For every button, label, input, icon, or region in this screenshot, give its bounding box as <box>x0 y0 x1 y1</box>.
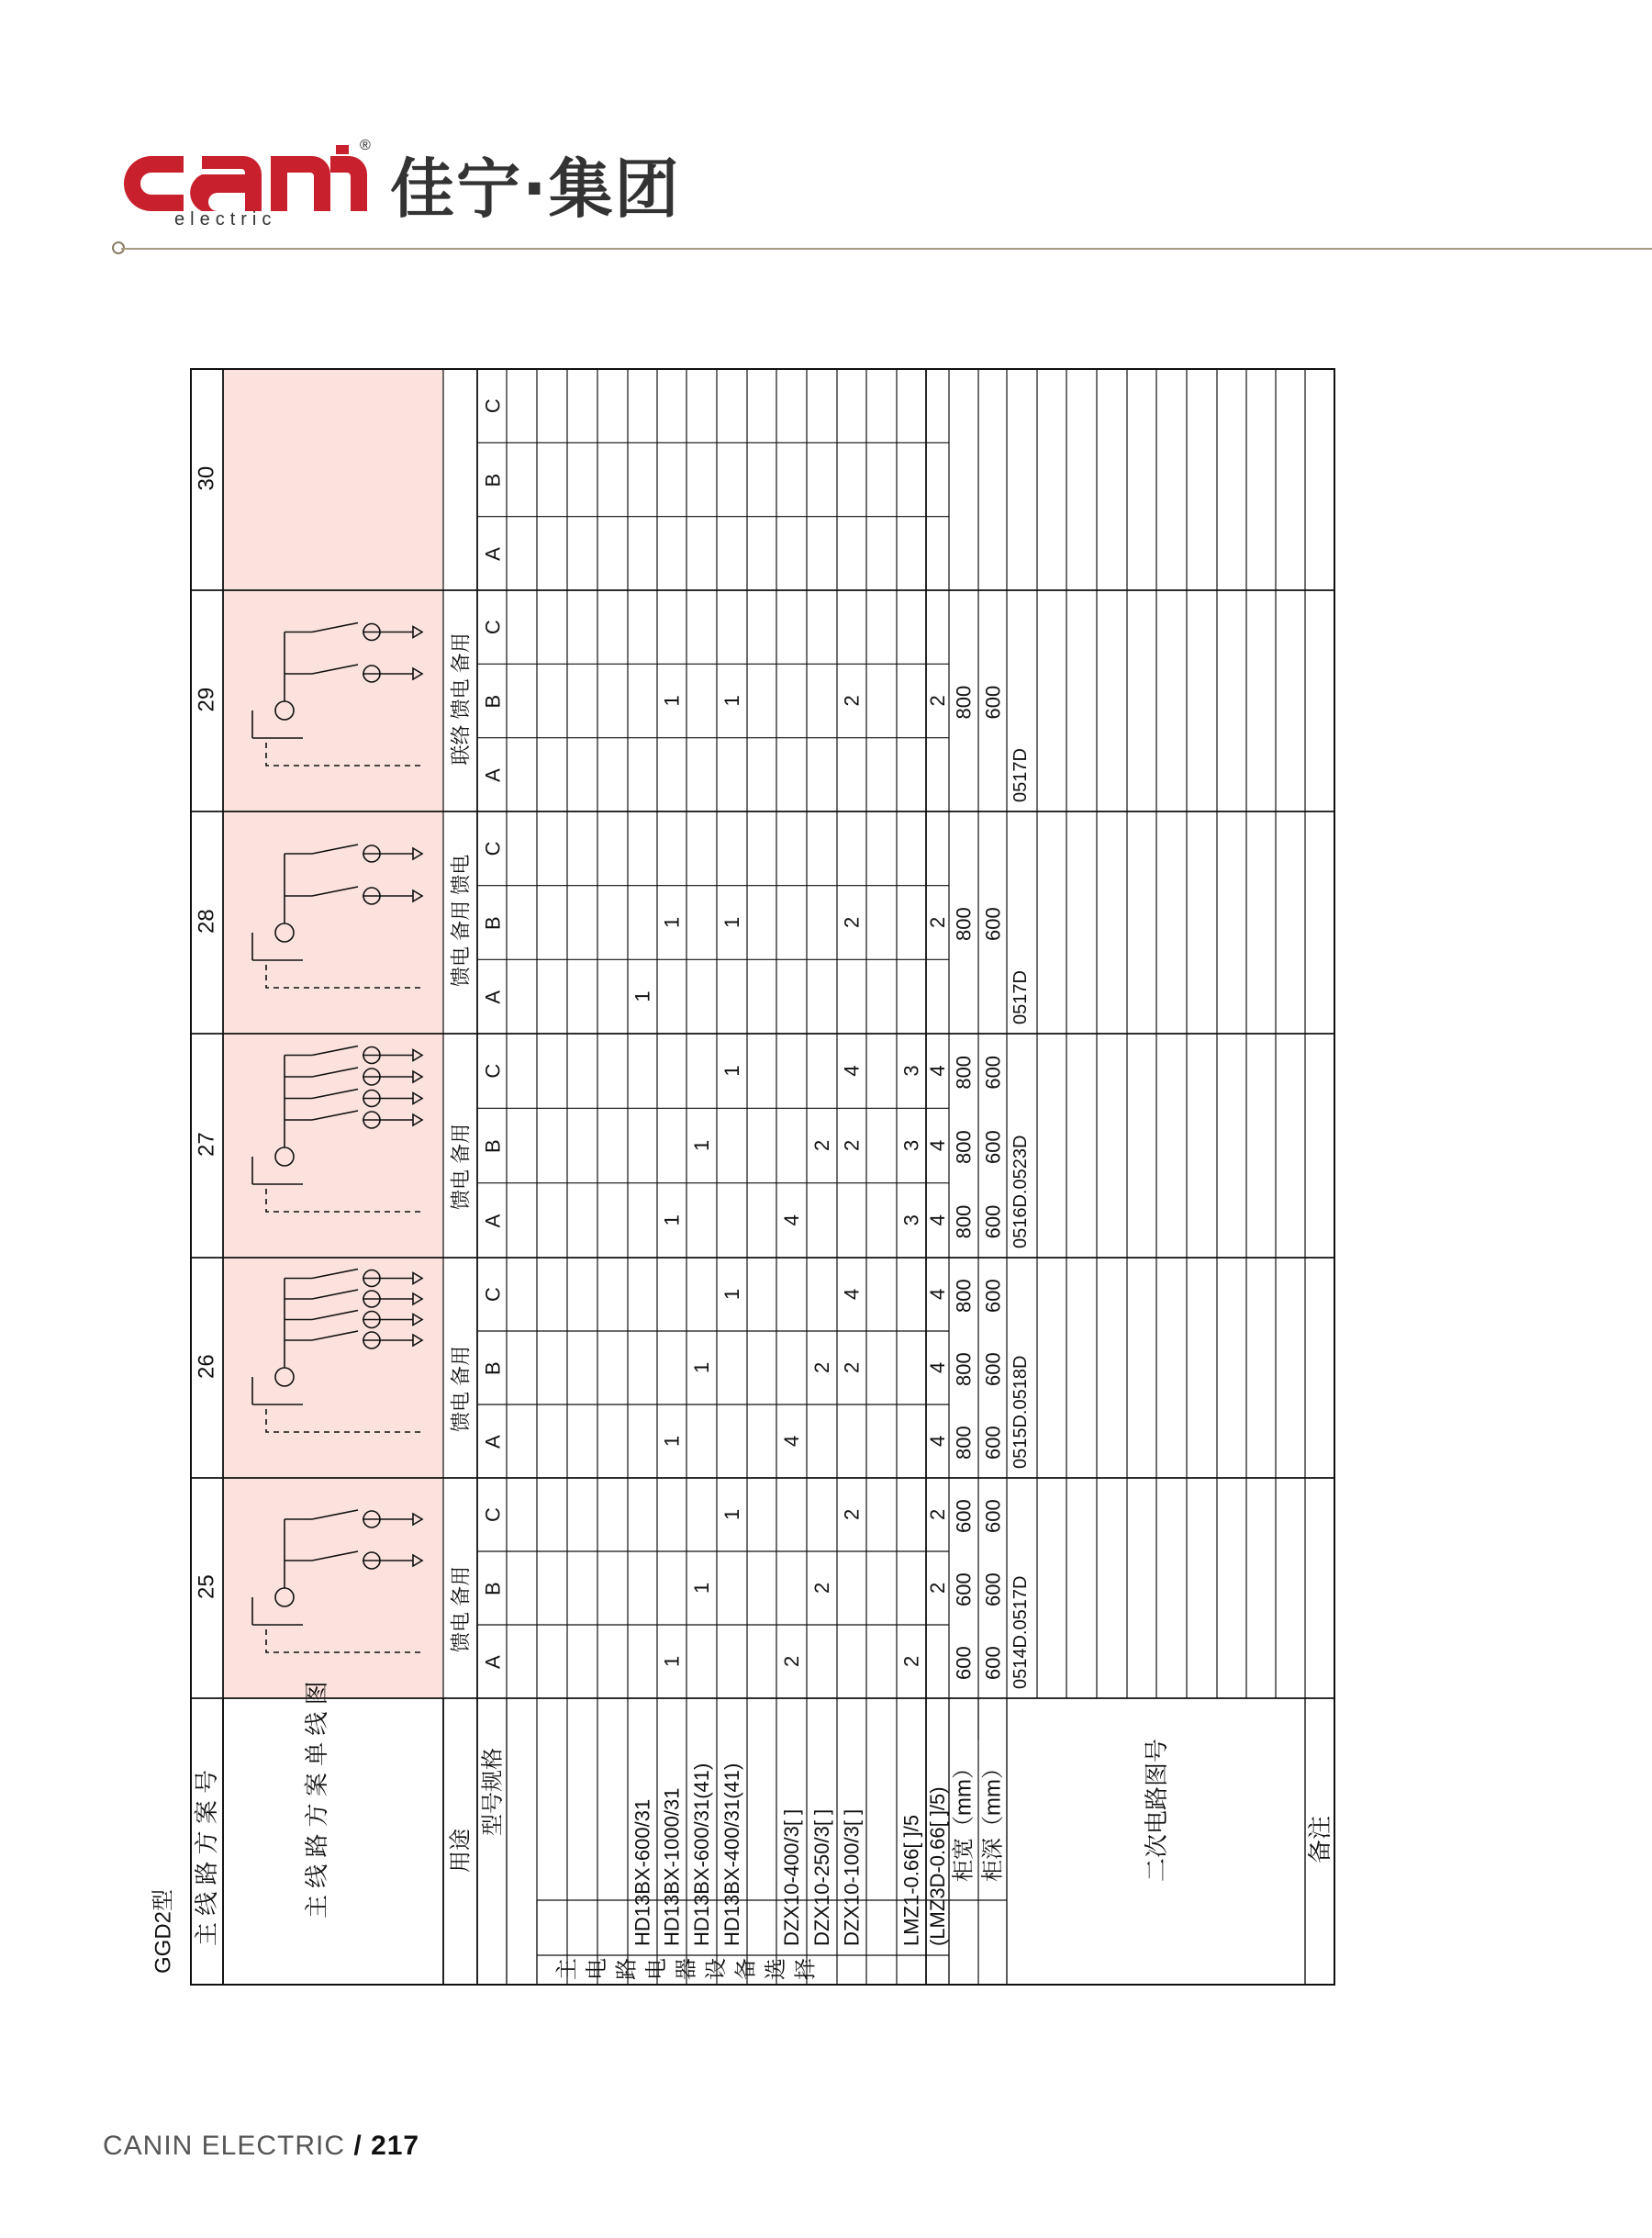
cabinet-width-value: 800 <box>952 1426 976 1460</box>
equipment-count: 4 <box>926 1288 949 1300</box>
scheme-number-27: 27 <box>194 1132 219 1157</box>
cabinet-width-value: 800 <box>952 907 976 941</box>
equipment-count: 2 <box>840 1139 864 1151</box>
cabinet-width-value: 600 <box>952 1572 976 1606</box>
abc-header: B <box>481 1139 505 1153</box>
equipment-count: 4 <box>926 1435 949 1447</box>
equipment-count: 1 <box>720 1288 743 1300</box>
spec-row-label: DZX10-400/3[ ] <box>780 1808 803 1946</box>
cabinet-width-value: 800 <box>952 1279 976 1313</box>
secondary-circuit-label: 二次电路图号 <box>1143 1738 1170 1882</box>
abc-header: B <box>481 1361 505 1375</box>
scheme-use-25: 馈电 备用 <box>449 1565 473 1652</box>
equipment-count: 2 <box>810 1582 833 1594</box>
equipment-count: 4 <box>926 1139 949 1151</box>
diagram-cell-30 <box>223 369 443 590</box>
side-label-char: 电 <box>585 1958 609 1980</box>
side-label-char: 电 <box>644 1958 669 1980</box>
equipment-count: 1 <box>660 916 684 928</box>
equipment-count: 4 <box>926 1065 949 1077</box>
cabinet-depth-value: 600 <box>981 685 1005 720</box>
cabinet-width-value: 800 <box>952 1204 976 1239</box>
diagram-cell-28 <box>223 811 443 1034</box>
equipment-count: 1 <box>660 1435 684 1447</box>
scheme-use-26: 馈电 备用 <box>449 1345 473 1432</box>
side-label-char: 设 <box>704 1958 729 1980</box>
abc-header: C <box>481 841 505 856</box>
equipment-count: 1 <box>720 695 743 707</box>
cabinet-depth-value: 600 <box>981 1572 1005 1606</box>
logo-subtitle: electric <box>174 209 277 229</box>
equipment-count: 2 <box>810 1361 833 1373</box>
cabinet-width-value: 600 <box>952 1499 976 1533</box>
spec-row-label: HD13BX-400/31(41) <box>720 1762 743 1946</box>
single-line-diagram-header: 主 线 路 方 案 单 线 图 <box>303 1681 330 1919</box>
cabinet-depth-value: 600 <box>981 1204 1005 1239</box>
diagram-cell-25 <box>223 1478 443 1698</box>
equipment-count: 2 <box>780 1655 803 1667</box>
side-label-char: 器 <box>674 1958 699 1980</box>
spec-row-label: HD13BX-600/31(41) <box>690 1762 713 1946</box>
equipment-count: 1 <box>720 916 743 928</box>
equipment-count: 4 <box>926 1361 949 1373</box>
equipment-count: 3 <box>899 1214 923 1226</box>
cabinet-depth-value: 600 <box>981 1646 1005 1680</box>
spec-row-label: LMZ1-0.66[ ]/5 <box>899 1814 923 1946</box>
equipment-count: 1 <box>720 1065 743 1077</box>
cabinet-depth-label: 柜深（mm） <box>980 1757 1006 1882</box>
side-label-char: 择 <box>793 1958 819 1980</box>
scheme-number-30: 30 <box>194 465 219 491</box>
equipment-count: 2 <box>840 916 864 928</box>
diagram-cell-26 <box>223 1258 443 1478</box>
equipment-count: 1 <box>660 695 684 707</box>
equipment-count: 2 <box>926 695 949 707</box>
cabinet-width-value: 800 <box>952 1352 976 1386</box>
equipment-count: 1 <box>690 1582 713 1594</box>
scheme-number-header: 主 线 路 方 案 号 <box>193 1769 220 1946</box>
spec-row-label: DZX10-250/3[ ] <box>810 1808 833 1946</box>
cabinet-width-value: 800 <box>952 1130 976 1164</box>
secondary-circuit-number-29: 0517D <box>1010 748 1031 802</box>
equipment-count: 2 <box>899 1655 923 1667</box>
cabinet-depth-value: 600 <box>981 1055 1005 1090</box>
abc-header: A <box>481 1214 505 1228</box>
cabinet-width-value: 800 <box>952 685 976 720</box>
secondary-circuit-number-27: 0516D.0523D <box>1010 1135 1031 1248</box>
equipment-count: 3 <box>899 1139 923 1151</box>
footer-separator: / <box>345 2131 372 2161</box>
abc-header: A <box>481 1435 505 1449</box>
abc-header: B <box>481 1582 505 1595</box>
company-chinese-name: 佳宁·集团 <box>390 151 681 227</box>
equipment-count: 1 <box>720 1508 743 1520</box>
equipment-count: 4 <box>780 1214 803 1226</box>
scheme-use-28: 馈电 备用 馈电 <box>449 854 473 987</box>
equipment-count: 2 <box>926 1508 949 1520</box>
scheme-number-26: 26 <box>194 1354 219 1379</box>
spec-label: 型号规格 <box>480 1748 506 1836</box>
model-label: GGD2型 <box>151 1888 176 1974</box>
spec-row-label: HD13BX-600/31 <box>631 1798 654 1946</box>
registered-mark: ® <box>360 138 371 153</box>
scheme-use-27: 馈电 备用 <box>449 1123 473 1210</box>
abc-header: B <box>481 916 505 930</box>
equipment-count: 4 <box>780 1435 803 1447</box>
cabinet-width-value: 600 <box>952 1646 976 1680</box>
diagram-cell-29 <box>223 590 443 811</box>
equipment-count: 1 <box>660 1655 684 1667</box>
equipment-count: 1 <box>631 990 654 1002</box>
side-label-char: 主 <box>554 1958 580 1980</box>
abc-header: C <box>481 620 505 635</box>
abc-header: B <box>481 473 505 487</box>
footer-company: CANIN ELECTRIC <box>103 2131 346 2161</box>
equipment-count: 1 <box>660 1214 684 1226</box>
cabinet-depth-value: 600 <box>981 1426 1005 1460</box>
scheme-use-29: 联络 馈电 备用 <box>449 632 473 766</box>
scheme-number-29: 29 <box>194 687 219 712</box>
abc-header: A <box>481 547 505 561</box>
spec-row-label: HD13BX-1000/31 <box>660 1787 684 1946</box>
footer-page-number: 217 <box>371 2131 420 2161</box>
cabinet-width-label: 柜宽（mm） <box>951 1757 977 1882</box>
page-footer <box>103 2131 419 2162</box>
equipment-count: 4 <box>840 1065 864 1077</box>
abc-header: C <box>481 1063 505 1079</box>
note-label: 备注 <box>1306 1815 1334 1863</box>
side-label-char: 路 <box>614 1958 640 1980</box>
cabinet-width-value: 800 <box>952 1055 976 1090</box>
abc-header: B <box>481 694 505 709</box>
equipment-count: 2 <box>840 695 864 707</box>
secondary-circuit-number-26: 0515D.0518D <box>1010 1355 1031 1469</box>
secondary-circuit-number-28: 0517D <box>1010 970 1031 1024</box>
equipment-count: 2 <box>840 1508 864 1520</box>
secondary-circuit-number-25: 0514D.0517D <box>1010 1575 1031 1689</box>
use-label: 用途 <box>448 1829 474 1873</box>
diagram-cell-27 <box>223 1034 443 1258</box>
equipment-count: 4 <box>840 1288 864 1300</box>
side-label-char: 备 <box>733 1958 759 1980</box>
equipment-count: 4 <box>926 1214 949 1226</box>
abc-header: A <box>481 768 505 782</box>
abc-header: A <box>481 990 505 1004</box>
cabinet-depth-value: 600 <box>981 907 1005 941</box>
equipment-count: 3 <box>899 1065 923 1077</box>
equipment-count: 1 <box>690 1361 713 1373</box>
cabinet-depth-value: 600 <box>981 1130 1005 1164</box>
equipment-count: 2 <box>926 916 949 928</box>
abc-header: C <box>481 1287 505 1302</box>
scheme-number-25: 25 <box>194 1574 219 1599</box>
cabinet-depth-value: 600 <box>981 1279 1005 1313</box>
scheme-number-28: 28 <box>194 909 219 934</box>
abc-header: C <box>481 398 505 414</box>
abc-header: C <box>481 1507 505 1522</box>
side-label-char: 选 <box>764 1958 788 1980</box>
spec-row-label: (LMZ3D-0.66[ ]/5) <box>926 1786 949 1946</box>
equipment-count: 2 <box>926 1582 949 1594</box>
equipment-count: 2 <box>840 1361 864 1373</box>
spec-row-label: DZX10-100/3[ ] <box>840 1808 864 1946</box>
abc-header: A <box>481 1655 505 1669</box>
cabinet-depth-value: 600 <box>981 1499 1005 1533</box>
equipment-count: 1 <box>690 1139 713 1151</box>
equipment-count: 2 <box>810 1139 833 1151</box>
cabinet-depth-value: 600 <box>981 1352 1005 1386</box>
